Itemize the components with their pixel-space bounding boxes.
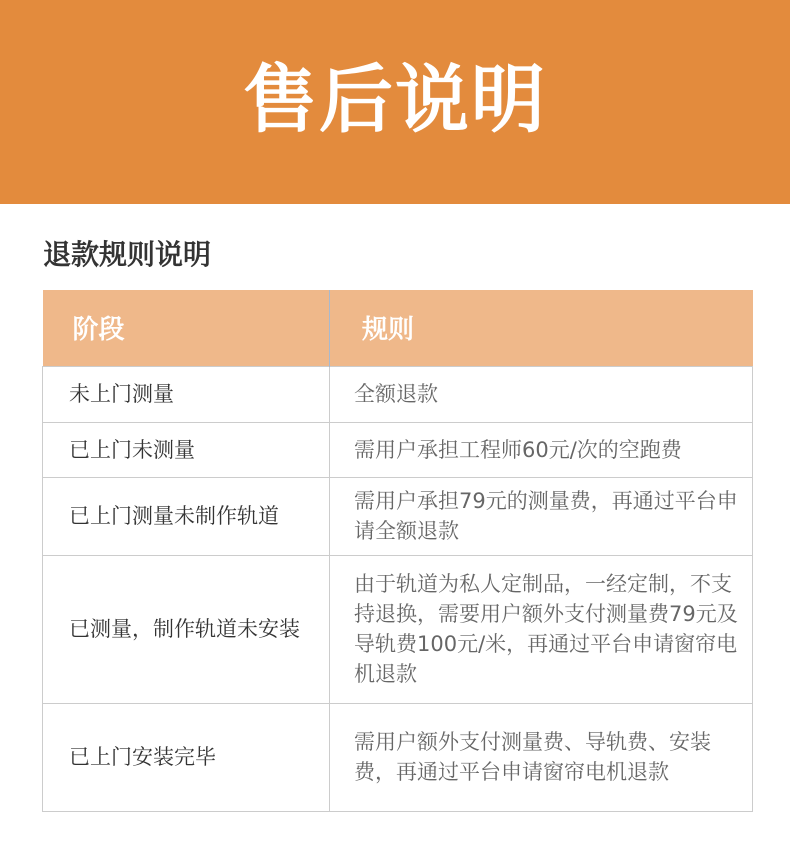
table-row xyxy=(43,366,753,422)
page-title: 售后说明 xyxy=(243,57,547,143)
column-header-rule: 规则 xyxy=(330,290,753,366)
stage-cell: 已测量，制作轨道未安装 xyxy=(43,555,330,703)
table-row xyxy=(43,422,753,477)
table-row xyxy=(43,555,753,703)
refund-rules-table xyxy=(42,290,753,812)
rule-cell: 需用户承担79元的测量费，再通过平台申请全额退款 xyxy=(330,477,753,555)
rule-cell: 全额退款 xyxy=(330,366,753,422)
stage-cell: 未上门测量 xyxy=(43,366,330,422)
table-row xyxy=(43,477,753,555)
section-heading: 退款规则说明 xyxy=(43,238,212,271)
table-header-row xyxy=(43,290,753,366)
stage-cell: 已上门安装完毕 xyxy=(43,703,330,811)
rule-cell: 由于轨道为私人定制品，一经定制，不支持退换，需要用户额外支付测量费79元及导轨费100元/米，再通过平台申请窗帘电机退款 xyxy=(330,555,753,703)
rule-cell: 需用户额外支付测量费、导轨费、安装费，再通过平台申请窗帘电机退款 xyxy=(330,703,753,811)
table-row xyxy=(43,703,753,811)
header-banner xyxy=(0,0,790,204)
stage-cell: 已上门测量未制作轨道 xyxy=(43,477,330,555)
stage-cell: 已上门未测量 xyxy=(43,422,330,477)
rule-cell: 需用户承担工程师60元/次的空跑费 xyxy=(330,422,753,477)
column-header-stage: 阶段 xyxy=(43,290,330,366)
